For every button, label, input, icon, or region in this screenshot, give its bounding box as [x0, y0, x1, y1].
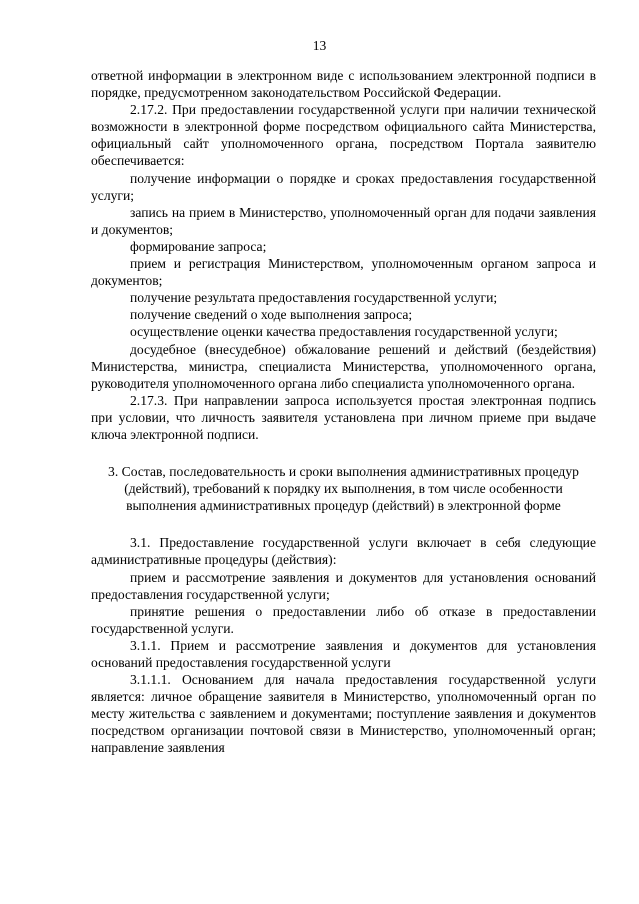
paragraph: досудебное (внесудебное) обжалование решений и действий (бездействия) Министерства, министра, специалиста Министерства, уполномоченного органа, руководителя уполномоченного органа либо специалиста уполномоченного органа.	[91, 341, 596, 391]
paragraph: прием и рассмотрение заявления и документов для установления оснований предоставления государственной услуги;	[91, 569, 596, 602]
paragraph: осуществление оценки качества предоставления государственной услуги;	[130, 324, 558, 340]
paragraph: принятие решения о предоставлении либо об отказе в предоставлении государственной услуги.	[91, 603, 596, 636]
paragraph: получение сведений о ходе выполнения запроса;	[130, 307, 413, 323]
paragraph: 2.17.2. При предоставлении государственной услуги при наличии технической возможности в электронной форме посредством официального сайта Министерства, официальный сайт уполномоченного органа, посредством Портала заявителю обеспечивается:	[91, 102, 596, 169]
paragraph: 2.17.3. При направлении запроса используется простая электронная подпись при условии, что личность заявителя установлена при личном приеме при выдаче ключа электронной подписи.	[91, 392, 596, 442]
paragraph: формирование запроса;	[130, 238, 267, 254]
section-heading: 3. Состав, последовательность и сроки выполнения административных процедур (действий), требований к порядку их выполнения, в том числе особенности выполнения административных процедур (действий) в электронной форме	[108, 464, 579, 514]
paragraph: 3.1.1. Прием и рассмотрение заявления и документов для установления оснований предоставления государственной услуги	[91, 637, 596, 670]
paragraphs-before-heading	[91, 67, 596, 443]
paragraphs-after-heading	[91, 534, 596, 756]
paragraph: получение информации о порядке и сроках предоставления государственной услуги;	[91, 170, 596, 203]
paragraph: 3.1. Предоставление государственной услуги включает в себя следующие административные процедуры (действия):	[91, 535, 596, 568]
page-number: 13	[312, 38, 327, 53]
paragraph: прием и регистрация Министерством, уполномоченным органом запроса и документов;	[91, 256, 596, 289]
paragraph: получение результата предоставления государственной услуги;	[130, 290, 498, 306]
paragraph: 3.1.1.1. Основанием для начала предоставления государственной услуги является: личное обращение заявителя в Министерство, уполномоченный орган по месту жительства с заявлением и документами; поступление заявления и документов посредством организации почтовой связи в Министерство, уполномоченный орган; направление заявления	[91, 672, 596, 756]
document-body	[91, 67, 596, 757]
paragraph: ответной информации в электронном виде с использованием электронной подписи в порядке, предусмотренном законодательством Российской Федерации.	[91, 68, 596, 101]
paragraph: запись на прием в Министерство, уполномоченный орган для подачи заявления и документов;	[91, 204, 596, 237]
